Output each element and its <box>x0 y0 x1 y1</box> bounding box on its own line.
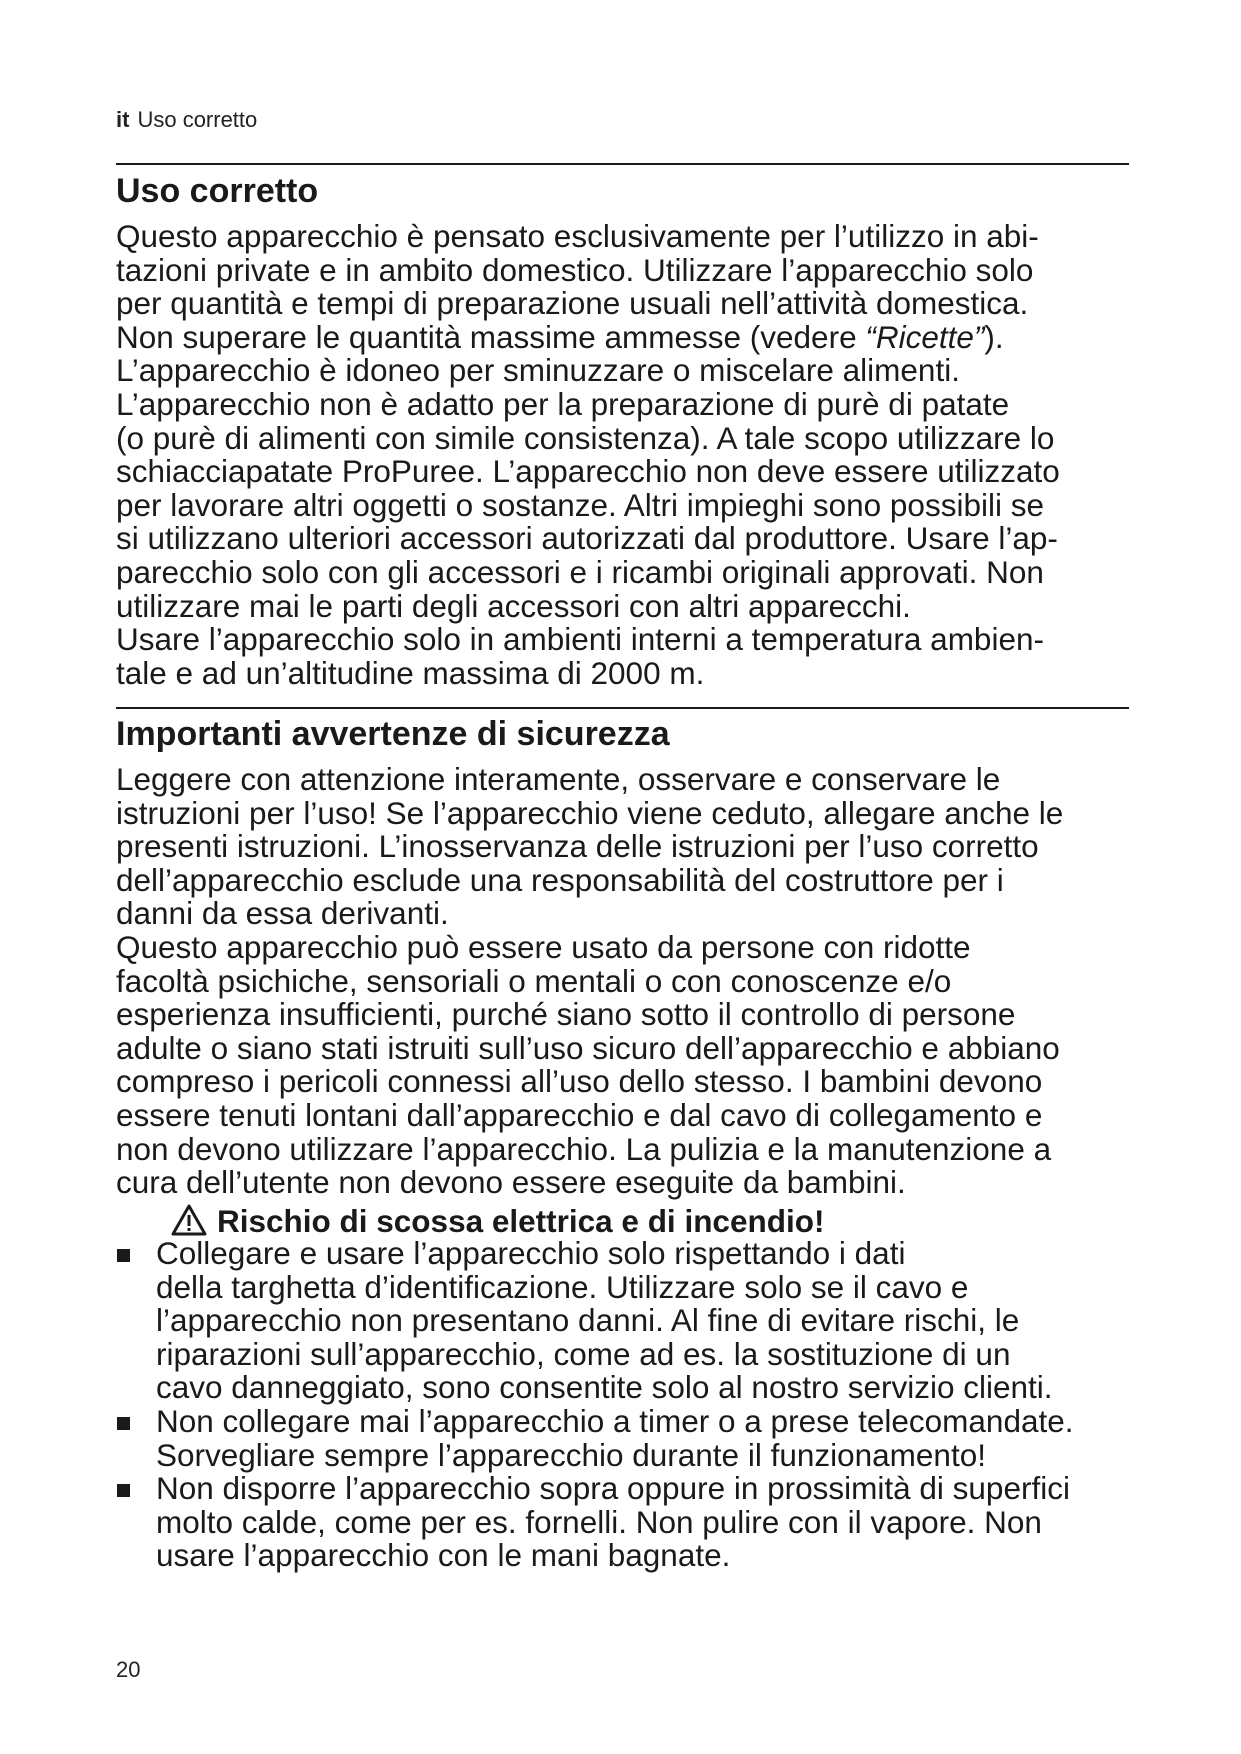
text-fragment: ). <box>984 318 1004 355</box>
text-line: schiacciapatate ProPuree. L’apparecchio non deve essere utilizzato <box>116 453 1060 490</box>
warning-heading <box>171 1203 824 1239</box>
text-line: esperienza insufficienti, purché siano sotto il controllo di persone <box>116 996 1016 1033</box>
text-line: tale e ad un’altitudine massima di 2000 m. <box>116 654 705 691</box>
text-line: utilizzare mai le parti degli accessori con altri apparecchi. <box>116 587 911 624</box>
text-line: Sorvegliare sempre l’apparecchio durante il funzionamento! <box>156 1436 986 1473</box>
text-line: usare l’apparecchio con le mani bagnate. <box>156 1537 731 1574</box>
text-line: molto calde, come per es. fornelli. Non pulire con il vapore. Non <box>156 1503 1042 1540</box>
text-line: L’apparecchio è idoneo per sminuzzare o miscelare alimenti. <box>116 352 960 389</box>
text-line: Non disporre l’apparecchio sopra oppure in prossimità di superfici <box>156 1470 1070 1507</box>
text-line: riparazioni sull’apparecchio, come ad es. la sostituzione di un <box>156 1335 1011 1372</box>
text-line: Questo apparecchio può essere usato da persone con ridotte <box>116 928 971 965</box>
text-line: non devono utilizzare l’apparecchio. La pulizia e la manutenzione a <box>116 1130 1052 1167</box>
manual-page <box>116 0 1129 1754</box>
bullet-square-icon <box>117 1249 130 1262</box>
running-header <box>116 107 257 133</box>
text-line: istruzioni per l’uso! Se l’apparecchio viene ceduto, allegare anche le <box>116 794 1064 831</box>
text-line: per quantità e tempi di preparazione usuali nell’attività domestica. <box>116 285 1029 322</box>
warning-title: Rischio di scossa elettrica e di incendio! <box>217 1203 825 1239</box>
ricette-reference-link[interactable]: “Ricette” <box>865 318 985 355</box>
text-line: tazioni private e in ambito domestico. Utilizzare l’apparecchio solo <box>116 251 1034 288</box>
text-fragment: Non superare le quantità massime ammesse (vedere <box>116 318 866 355</box>
list-item <box>116 1237 1129 1405</box>
text-line: facoltà psichiche, sensoriali o mentali o con conoscenze e/o <box>116 962 952 999</box>
text-line: adulte o siano stati istruiti sull’uso sicuro dell’apparecchio e abbiano <box>116 1029 1060 1066</box>
text-line: cavo danneggiato, sono consentite solo al nostro servizio clienti. <box>156 1369 1053 1406</box>
text-line: cura dell’utente non devono essere eseguite da bambini. <box>116 1164 906 1201</box>
running-header-section: Uso corretto <box>137 107 258 132</box>
language-code: it <box>116 107 130 132</box>
bullet-square-icon <box>117 1417 130 1430</box>
text-line: per lavorare altri oggetti o sostanze. Altri impieghi sono possibili se <box>116 486 1044 523</box>
paragraph <box>116 220 1129 690</box>
section-divider <box>116 707 1129 709</box>
text-line: l’apparecchio non presentano danni. Al fine di evitare rischi, le <box>156 1302 1020 1339</box>
text-line: compreso i pericoli connessi all’uso dello stesso. I bambini devono <box>116 1063 1043 1100</box>
text-line: Leggere con attenzione interamente, osservare e conservare le <box>116 761 1001 797</box>
text-line: essere tenuti lontani dall’apparecchio e dal cavo di collegamento e <box>116 1096 1043 1133</box>
text-line: della targhetta d’identificazione. Utilizzare solo se il cavo e <box>156 1268 969 1305</box>
section-title-avvertenze-sicurezza: Importanti avvertenze di sicurezza <box>116 715 670 753</box>
text-line: Questo apparecchio è pensato esclusivamente per l’utilizzo in abi- <box>116 218 1039 254</box>
section-body-avvertenze-sicurezza <box>116 763 1129 1200</box>
list-item <box>116 1472 1129 1573</box>
ricette-line <box>116 318 1129 355</box>
text-line: presenti istruzioni. L’inosservanza delle istruzioni per l’uso corretto <box>116 828 1039 865</box>
paragraph <box>116 763 1129 1200</box>
text-line: L’apparecchio non è adatto per la preparazione di purè di patate <box>116 385 1010 422</box>
text-line: parecchio solo con gli accessori e i ricambi originali approvati. Non <box>116 553 1044 590</box>
text-line: Collegare e usare l’apparecchio solo rispettando i dati <box>156 1235 906 1271</box>
page-number: 20 <box>116 1657 141 1682</box>
text-line: Usare l’apparecchio solo in ambienti interni a temperatura ambien- <box>116 621 1044 658</box>
section-title-uso-corretto: Uso corretto <box>116 172 319 210</box>
text-line: dell’apparecchio esclude una responsabilità del costruttore per i <box>116 861 1004 898</box>
warning-bullet-list <box>116 1237 1129 1573</box>
list-item <box>116 1402 1129 1473</box>
warning-triangle-icon <box>171 1204 207 1236</box>
text-line: Non collegare mai l’apparecchio a timer o a prese telecomandate. <box>156 1402 1074 1439</box>
text-line: danni da essa derivanti. <box>116 895 449 932</box>
text-line: (o purè di alimenti con simile consistenza). A tale scopo utilizzare lo <box>116 419 1055 456</box>
section-body-uso-corretto <box>116 220 1129 690</box>
text-line: si utilizzano ulteriori accessori autorizzati dal produttore. Usare l’ap- <box>116 520 1058 557</box>
section-divider <box>116 163 1129 165</box>
bullet-square-icon <box>117 1484 130 1497</box>
